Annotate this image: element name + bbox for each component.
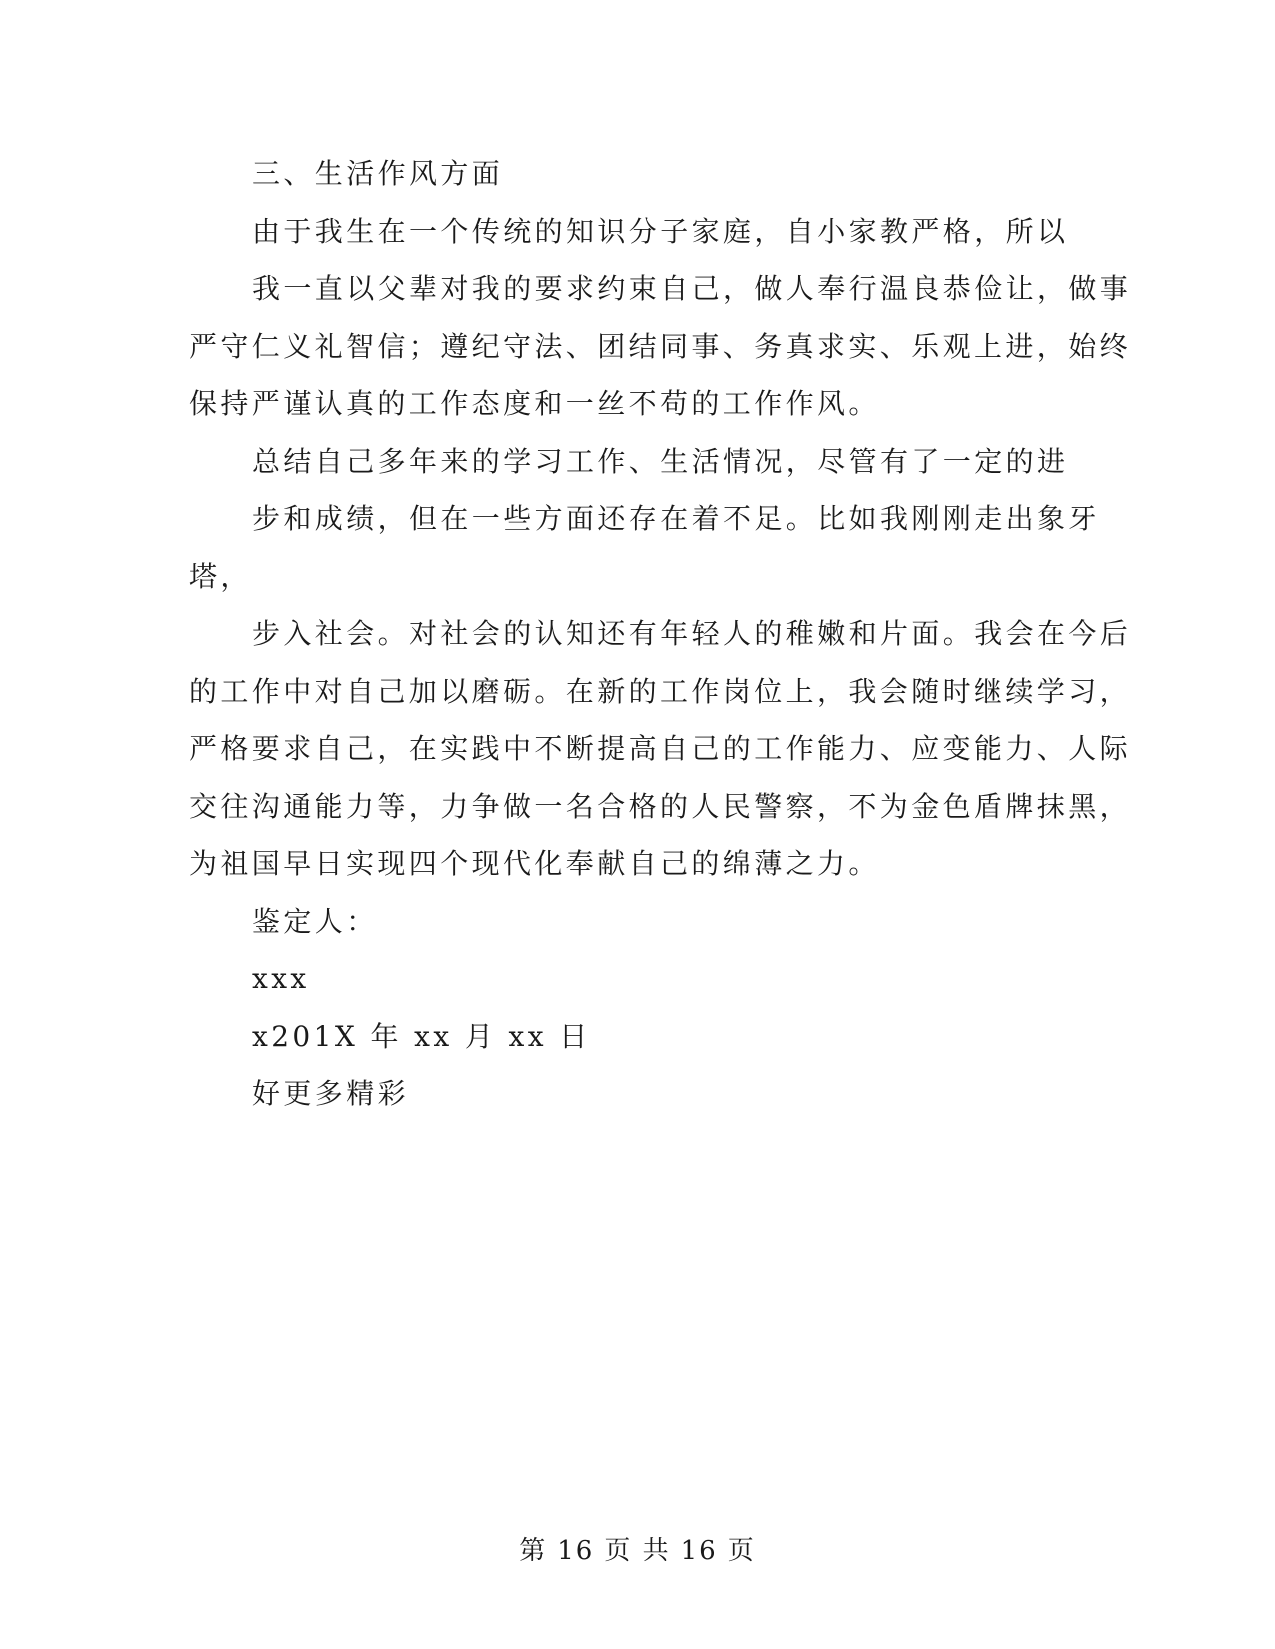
footer-prefix: 第 bbox=[519, 1536, 548, 1566]
paragraph-line: 为祖国早日实现四个现代化奉献自己的绵薄之力。 bbox=[189, 847, 880, 880]
footer-total-pages: 16 bbox=[680, 1536, 718, 1566]
document-body bbox=[189, 145, 1132, 1123]
paragraph-line: 步入社会。对社会的认知还有年轻人的稚嫩和片面。我会在今后 bbox=[252, 617, 1132, 650]
paragraph-line: 保持严谨认真的工作态度和一丝不苟的工作作风。 bbox=[189, 387, 880, 420]
footer-suffix: 页 bbox=[727, 1536, 756, 1566]
appraiser-label: 鉴定人： bbox=[252, 904, 378, 938]
paragraph-line: 塔， bbox=[189, 559, 252, 593]
paragraph-line: 的工作中对自己加以磨砺。在新的工作岗位上，我会随时继续学习， bbox=[189, 674, 1132, 708]
signature-date: x201X 年 xx 月 xx 日 bbox=[252, 1019, 591, 1053]
closing-text: 好更多精彩 bbox=[252, 1077, 410, 1110]
paragraph-line: 总结自己多年来的学习工作、生活情况，尽管有了一定的进 bbox=[252, 444, 1069, 478]
paragraph-line: 严守仁义礼智信；遵纪守法、团结同事、务真求实、乐观上进，始终 bbox=[189, 329, 1132, 363]
paragraph-line: 我一直以父辈对我的要求约束自己，做人奉行温良恭俭让，做事 bbox=[252, 272, 1132, 305]
footer-middle: 页 共 bbox=[604, 1536, 671, 1566]
section-heading: 三、生活作风方面 bbox=[252, 157, 504, 190]
paragraph-line: 步和成绩，但在一些方面还存在着不足。比如我刚刚走出象牙 bbox=[252, 502, 1100, 535]
paragraph-line: 交往沟通能力等，力争做一名合格的人民警察，不为金色盾牌抹黑， bbox=[189, 789, 1132, 823]
paragraph-line: 由于我生在一个传统的知识分子家庭，自小家教严格，所以 bbox=[252, 214, 1069, 248]
paragraph-line: 严格要求自己，在实践中不断提高自己的工作能力、应变能力、人际 bbox=[189, 732, 1132, 765]
page-footer bbox=[0, 1530, 1275, 1567]
appraiser-name: xxx bbox=[252, 962, 310, 995]
footer-current-page: 16 bbox=[557, 1536, 595, 1566]
